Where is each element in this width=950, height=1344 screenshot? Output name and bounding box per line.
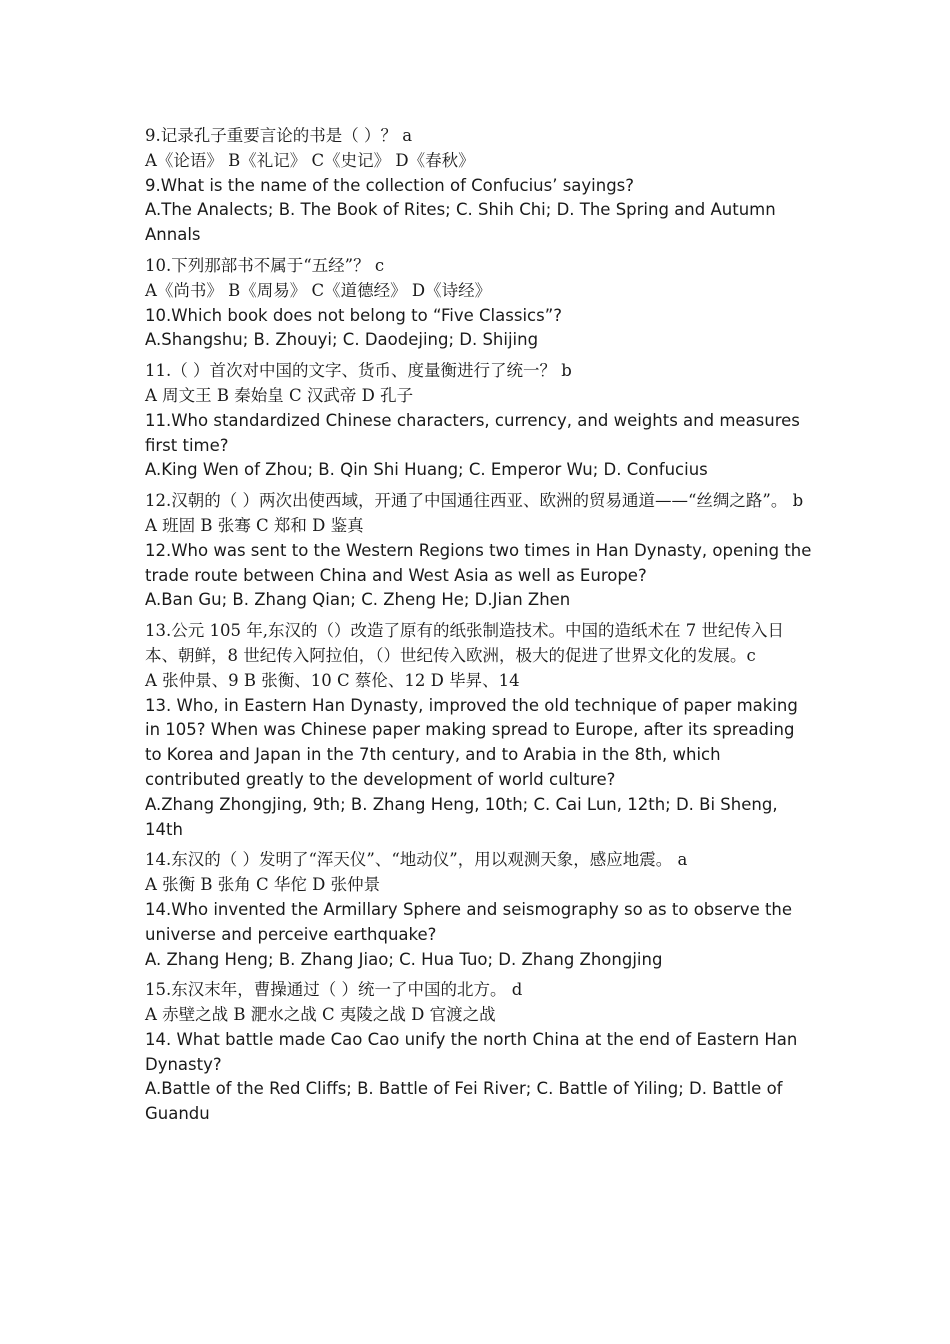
- options-en: A. Zhang Heng; B. Zhang Jiao; C. Hua Tuo; D. Zhang Zhongjing: [145, 949, 663, 969]
- question-14: [145, 848, 815, 972]
- options-en: A.King Wen of Zhou; B. Qin Shi Huang; C. Emperor Wu; D. Confucius: [145, 460, 708, 480]
- question-13: [145, 619, 815, 842]
- question-en: 11.Who standardized Chinese characters, currency, and weights and measures first time?: [145, 410, 800, 455]
- question-cn: 15.东汉末年，曹操通过（ ）统一了中国的北方。 d: [145, 980, 523, 1000]
- document-page: [145, 124, 815, 1133]
- question-cn: 9.记录孔子重要言论的书是（ ）？ a: [145, 126, 413, 145]
- question-cn: 10.下列那部书不属于“五经”？ c: [145, 255, 385, 275]
- options-cn: A 周文王 B 秦始皇 C 汉武帝 D 孔子: [145, 385, 414, 405]
- options-en: A.Ban Gu; B. Zhang Qian; C. Zheng He; D.Jian Zhen: [145, 590, 571, 610]
- question-en: 12.Who was sent to the Western Regions two times in Han Dynasty, opening the trade route between China and West Asia as well as Europe?: [145, 540, 812, 585]
- options-en: A.The Analects; B. The Book of Rites; C. Shih Chi; D. The Spring and Autumn Annals: [145, 200, 776, 245]
- question-9: [145, 124, 815, 248]
- question-cn: 14.东汉的（ ）发明了“浑天仪”、“地动仪”，用以观测天象，感应地震。 a: [145, 850, 688, 870]
- question-12: [145, 489, 815, 613]
- question-15: [145, 978, 815, 1127]
- options-cn: A 张仲景、9 B 张衡、10 C 蔡伦、12 D 毕昇、14: [145, 670, 520, 690]
- options-cn: A《尚书》 B《周易》 C《道德经》 D《诗经》: [145, 280, 492, 300]
- options-en: A.Zhang Zhongjing, 9th; B. Zhang Heng, 10th; C. Cai Lun, 12th; D. Bi Sheng, 14th: [145, 794, 778, 839]
- question-10: [145, 254, 815, 353]
- question-en: 10.Which book does not belong to “Five Classics”?: [145, 305, 562, 325]
- question-en: 14. What battle made Cao Cao unify the north China at the end of Eastern Han Dynasty?: [145, 1029, 798, 1074]
- options-cn: A 张衡 B 张角 C 华佗 D 张仲景: [145, 875, 381, 895]
- options-en: A.Shangshu; B. Zhouyi; C. Daodejing; D. Shijing: [145, 330, 539, 350]
- question-cn: 13.公元 105 年,东汉的（）改造了原有的纸张制造技术。中国的造纸术在 7 世纪传入日本、朝鲜，8 世纪传入阿拉伯，（）世纪传入欧洲，极大的促进了世界文化的发展。c: [145, 621, 784, 665]
- options-en: A.Battle of the Red Cliffs; B. Battle of Fei River; C. Battle of Yiling; D. Battle of Guandu: [145, 1079, 783, 1124]
- options-cn: A 班固 B 张骞 C 郑和 D 鉴真: [145, 515, 364, 535]
- question-11: [145, 359, 815, 483]
- question-en: 9.What is the name of the collection of Confucius’ sayings?: [145, 175, 635, 195]
- question-cn: 11.（ ）首次对中国的文字、货币、度量衡进行了统一？ b: [145, 361, 572, 381]
- question-en: 14.Who invented the Armillary Sphere and seismography so as to observe the universe and perceive earthquake?: [145, 899, 793, 944]
- options-cn: A 赤壁之战 B 淝水之战 C 夷陵之战 D 官渡之战: [145, 1005, 496, 1025]
- question-cn: 12.汉朝的（ ）两次出使西域，开通了中国通往西亚、欧洲的贸易通道——“丝绸之路”。 b: [145, 491, 804, 511]
- question-en: 13. Who, in Eastern Han Dynasty, improved the old technique of paper making in 105? When was Chinese paper making spread to Europe, after its spreading to Korea and Japan in the 7th century, and to Arabia in the 8th, which contributed greatly to the development of world culture?: [145, 695, 798, 789]
- options-cn: A《论语》 B《礼记》 C《史记》 D《春秋》: [145, 150, 475, 170]
